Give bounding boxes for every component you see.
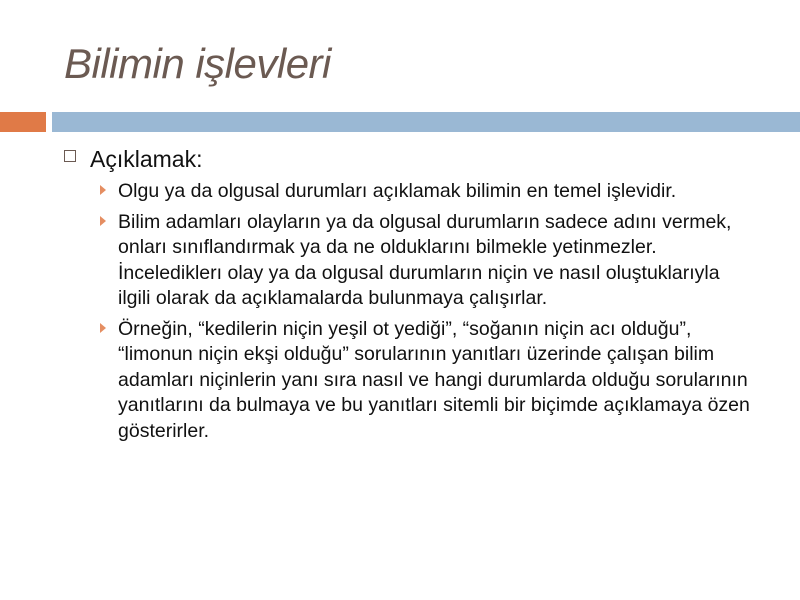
title-accent-bar-blue xyxy=(52,112,800,132)
bullet-level1 xyxy=(62,146,782,172)
sub-bullet-text: Bilim adamları olayların ya da olgusal durumların sadece adını vermek, onları sınıflandırmak ya da ne olduklarını bilmekle yetinmezler. İncelediklerı olay ya da olgusal durumların niçin ve nasıl oluştuklarıyla ilgili olarak da açıklamalarda bulunmaya çalışırlar. xyxy=(118,210,732,309)
triangle-bullet-icon xyxy=(100,216,106,226)
sub-bullet-item xyxy=(118,179,782,205)
bullet-heading: Açıklamak: xyxy=(90,146,203,172)
slide-body xyxy=(62,146,782,449)
slide-title: Bilimin işlevleri xyxy=(64,40,331,87)
triangle-bullet-icon xyxy=(100,323,106,333)
sub-bullet-text: Örneğin, “kedilerin niçin yeşil ot yediği”, “soğanın niçin acı olduğu”, “limonun niçin ekşi olduğu” sorularının yanıtları üzerinde çalışan bilim adamları niçinlerin yanı sıra nasıl ve hangi durumlarda olduğu sorularının yanıtlarını da bulmaya ve bu yanıtları sitemli bir biçimde açıklamaya özen gösterirler. xyxy=(118,317,750,442)
square-bullet-icon xyxy=(64,150,76,162)
title-accent-bar-orange xyxy=(0,112,46,132)
sub-bullet-list xyxy=(62,179,782,444)
sub-bullet-item xyxy=(118,317,782,445)
sub-bullet-text: Olgu ya da olgusal durumları açıklamak bilimin en temel işlevidir. xyxy=(118,180,677,202)
triangle-bullet-icon xyxy=(100,185,106,195)
sub-bullet-item xyxy=(118,210,782,312)
